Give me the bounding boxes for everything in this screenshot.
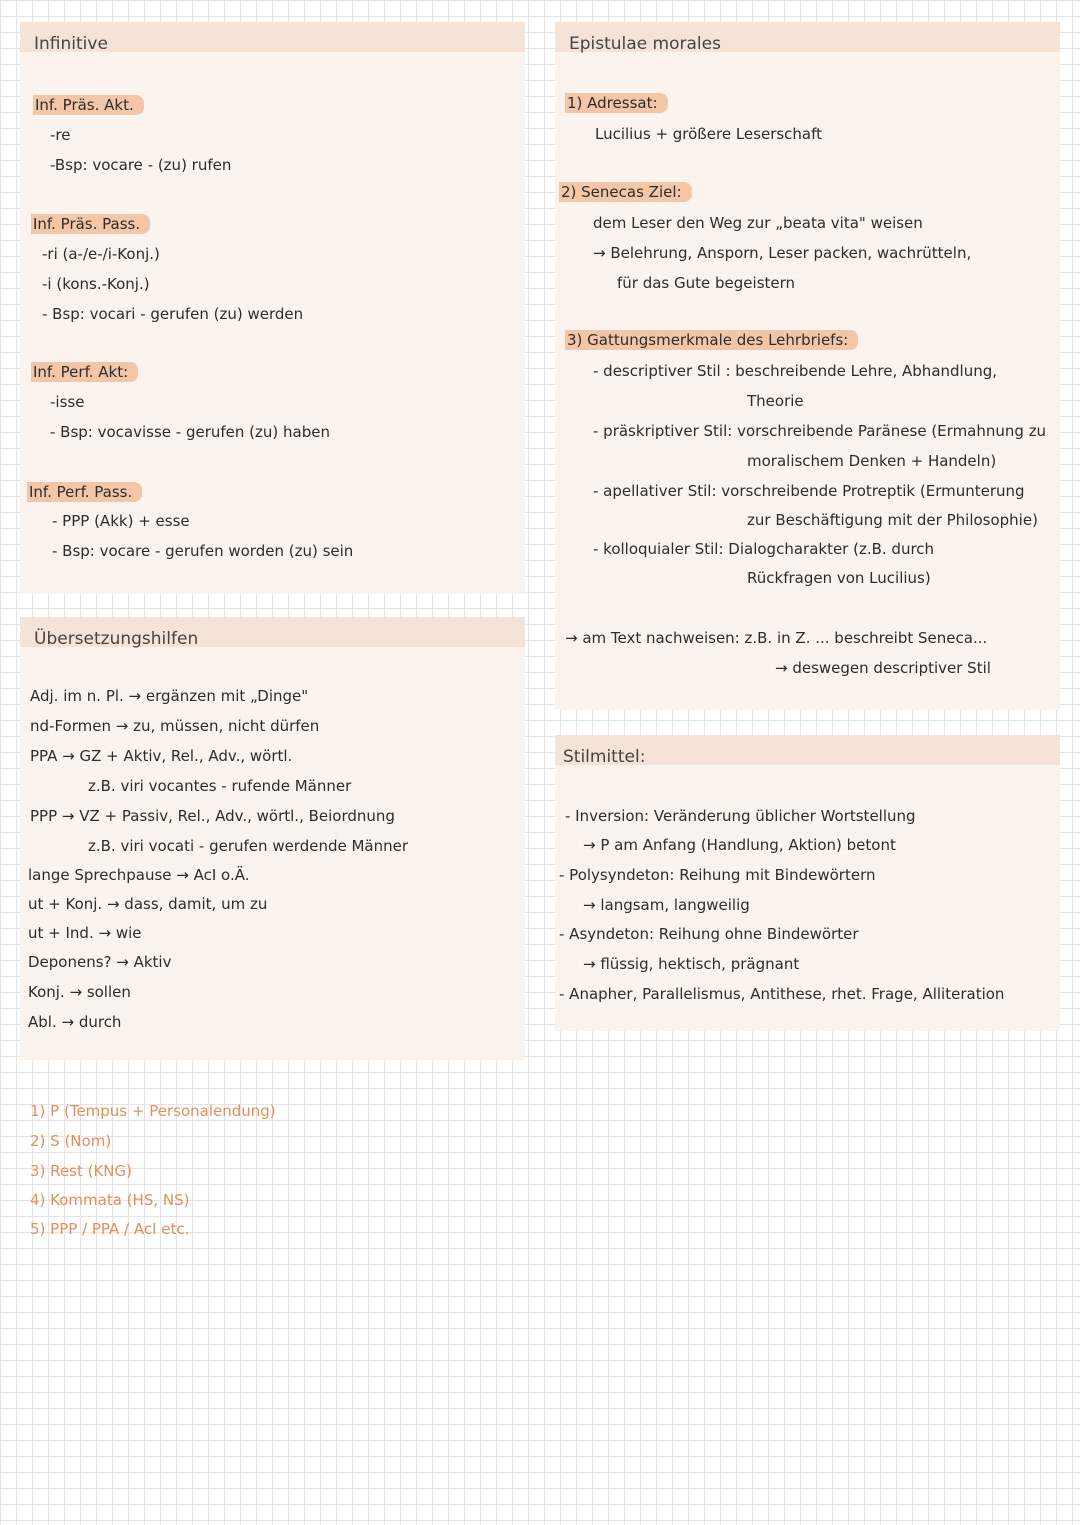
epistulae-line: - descriptiver Stil : beschreibende Lehre, Abhandlung, (593, 362, 998, 380)
epistulae-line: → deswegen descriptiver Stil (775, 659, 991, 677)
hint-line: Adj. im n. Pl. → ergänzen mit „Dinge" (30, 687, 309, 705)
inf-line: - Bsp: vocavisse - gerufen (zu) haben (50, 423, 330, 441)
epistulae-line: für das Gute begeistern (617, 274, 796, 292)
stilmittel-line: - Polysyndeton: Reihung mit Bindewörtern (559, 866, 876, 884)
stilmittel-panel (555, 735, 1060, 1031)
inf-line: - Bsp: vocare - gerufen worden (zu) sein (52, 542, 354, 560)
stilmittel-line: → flüssig, hektisch, prägnant (583, 955, 800, 973)
epistulae-line: - apellativer Stil: vorschreibende Protreptik (Ermunterung (593, 482, 1025, 500)
stilmittel-line: - Asyndeton: Reihung ohne Bindewörter (559, 925, 859, 943)
uebersetzung-panel (20, 617, 525, 1060)
epistulae-line: - kolloquialer Stil: Dialogcharakter (z.B. durch (593, 540, 935, 558)
ziel-label: 2) Senecas Ziel: (559, 182, 692, 202)
inf-line: -Bsp: vocare - (zu) rufen (50, 156, 232, 174)
stilmittel-line: → P am Anfang (Handlung, Aktion) betont (583, 836, 896, 854)
epistulae-line: zur Beschäftigung mit der Philosophie) (747, 511, 1038, 529)
hint-line: z.B. viri vocati - gerufen werdende Männer (88, 837, 409, 855)
inf-perf-pass-label: Inf. Perf. Pass. (27, 482, 142, 502)
hint-line: PPA → GZ + Aktiv, Rel., Adv., wörtl. (30, 747, 293, 765)
epistulae-line: moralischem Denken + Handeln) (747, 452, 997, 470)
step-item: 4) Kommata (HS, NS) (30, 1191, 190, 1209)
hint-line: PPP → VZ + Passiv, Rel., Adv., wörtl., Beiordnung (30, 807, 395, 825)
hint-line: Konj. → sollen (28, 983, 131, 1001)
step-item: 5) PPP / PPA / AcI etc. (30, 1220, 190, 1238)
inf-line: -re (50, 126, 71, 144)
hint-line: lange Sprechpause → AcI o.Ä. (28, 866, 250, 884)
stilmittel-title: Stilmittel: (563, 747, 646, 767)
epistulae-panel (555, 22, 1060, 710)
epistulae-line: Rückfragen von Lucilius) (747, 569, 931, 587)
inf-line: -i (kons.-Konj.) (42, 275, 150, 293)
adressat-label: 1) Adressat: (565, 93, 668, 113)
infinitive-panel (20, 22, 525, 594)
hint-line: ut + Ind. → wie (28, 924, 142, 942)
epistulae-line: Lucilius + größere Leserschaft (595, 125, 823, 143)
uebersetzung-title: Übersetzungshilfen (34, 629, 199, 649)
stilmittel-line: - Inversion: Veränderung üblicher Wortstellung (565, 807, 916, 825)
hint-line: nd-Formen → zu, müssen, nicht dürfen (30, 717, 320, 735)
hint-line: z.B. viri vocantes - rufende Männer (88, 777, 352, 795)
epistulae-line: Theorie (747, 392, 804, 410)
inf-line: -ri (a-/e-/i-Konj.) (42, 245, 160, 263)
inf-line: - Bsp: vocari - gerufen (zu) werden (42, 305, 304, 323)
stilmittel-line: - Anapher, Parallelismus, Antithese, rhet. Frage, Alliteration (559, 985, 1005, 1003)
epistulae-line: dem Leser den Weg zur „beata vita" weisen (593, 214, 923, 232)
epistulae-line: → am Text nachweisen: z.B. in Z. ... beschreibt Seneca... (565, 629, 988, 647)
inf-line: - PPP (Akk) + esse (52, 512, 190, 530)
epistulae-title: Epistulae morales (569, 34, 721, 54)
step-item: 3) Rest (KNG) (30, 1162, 132, 1180)
stilmittel-line: → langsam, langweilig (583, 896, 750, 914)
step-item: 2) S (Nom) (30, 1132, 112, 1150)
gattung-label: 3) Gattungsmerkmale des Lehrbriefs: (565, 330, 858, 350)
hint-line: ut + Konj. → dass, damit, um zu (28, 895, 268, 913)
inf-praes-pass-label: Inf. Präs. Pass. (31, 214, 150, 234)
epistulae-line: → Belehrung, Ansporn, Leser packen, wachrütteln, (593, 244, 972, 262)
epistulae-line: - präskriptiver Stil: vorschreibende Paränese (Ermahnung zu (593, 422, 1047, 440)
hint-line: Deponens? → Aktiv (28, 953, 172, 971)
step-item: 1) P (Tempus + Personalendung) (30, 1102, 276, 1120)
inf-perf-akt-label: Inf. Perf. Akt: (31, 362, 138, 382)
inf-praes-akt-label: Inf. Präs. Akt. (33, 95, 144, 115)
hint-line: Abl. → durch (28, 1013, 122, 1031)
infinitive-title: Infinitive (34, 34, 108, 54)
inf-line: -isse (50, 393, 85, 411)
